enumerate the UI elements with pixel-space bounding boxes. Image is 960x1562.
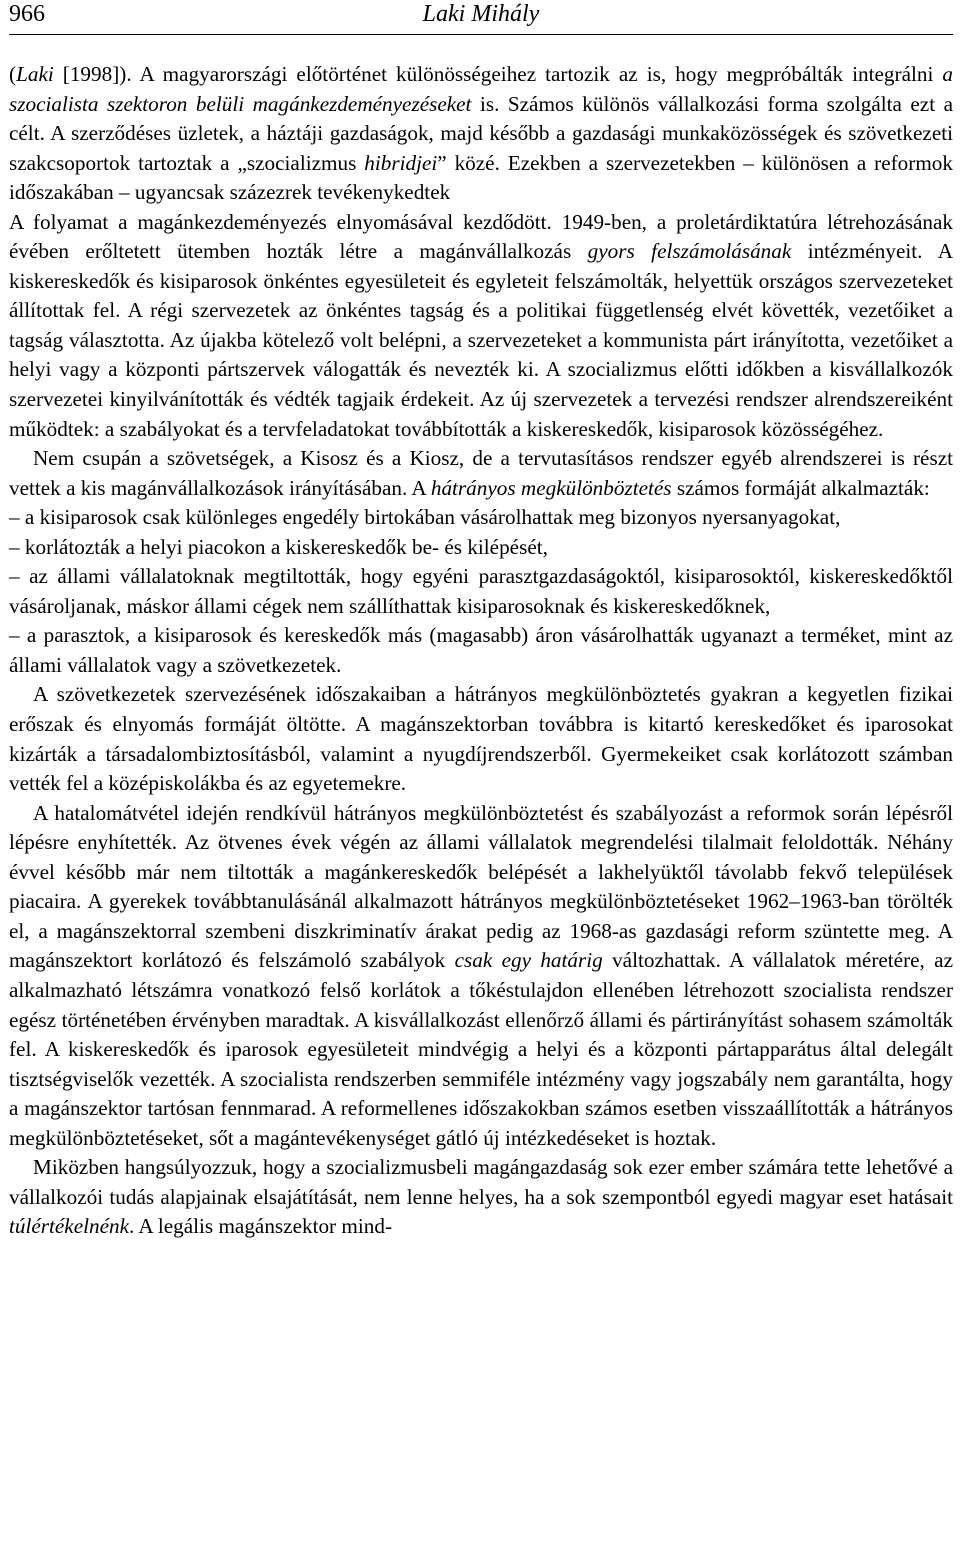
page-number: 966 [9,1,45,27]
paragraph [9,503,953,533]
text-run: – a kisiparosok csak különleges engedély birtokában vásárolhattak meg bizonyos nyersanyagokat, [9,505,841,530]
header-rule [9,34,953,35]
italic-text: Laki [16,62,54,86]
paragraph [9,533,953,563]
paragraph [9,621,953,680]
paragraph [9,444,953,503]
paragraph [9,799,953,1154]
paragraph [9,680,953,798]
paragraph [9,562,953,621]
text-run: Miközben hangsúlyozzuk, hogy a szocializmusbeli magángazdaság sok ezer ember számára tette lehetővé a vállalkozói tudás alapjainak elsajátítását, nem lenne helyes, ha a sok szempontból egyedi magyar eset hatásait [9,1155,953,1209]
page [9,0,953,1242]
text-run: . A legális magánszektor mind- [129,1214,393,1239]
text-run: – az állami vállalatoknak megtiltották, hogy egyéni parasztgazdaságoktól, kisiparosoktól, kiskereskedőktől vásároljanak, máskor állami cégek nem szállíthattak kisiparosoknak és kiskereskedőknek, [9,564,953,618]
italic-text: csak egy határig [454,948,603,973]
running-head: Laki Mihály [422,1,540,27]
text-run: változhattak. A vállalatok méretére, az alkalmazható létszámra vonatkozó felső korlátok a tőkéstulajdon ellenében létrehozott szocialista rendszer egész történetében érvényben maradtak. A kisvállalkozást ellenőrző állami és pártirányítást sohasem számolták fel. A kiskereskedők és iparosok egyesületeit mindvégig a helyi és a központi pártapparátus által delegált tisztségviselők vezették. A szocialista rendszerben semmiféle intézmény vagy jogszabály nem garantálta, hogy a magánszektor tartósan fennmarad. A reformellenes időszakokban számos esetben visszaállították a hátrányos megkülönböztetéseket, sőt a magántevékenységet gátló új intézkedéseket is hoztak. [9,948,953,1150]
text-run: Nem csupán a szövetségek, a Kisosz és a Kiosz, de a tervutasításos rendszer egyéb alrendszerei is részt vettek a kis magánvállalkozások irányításában. A [9,446,953,500]
body-text [9,60,953,1242]
italic-text: hátrányos megkülönböztetés [430,475,672,500]
paragraph [9,60,953,208]
text-run: A szövetkezetek szervezésének időszakaiban a hátrányos megkülönböztetés gyakran a kegyetlen fizikai erőszak és elnyomás formáját öltötte. A magánszektorban továbbra is kitartó kereskedőket és iparosokat kizárták a társadalombiztosításból, valamint a nyugdíjrendszerből. Gyermekeiket csak korlátozott számban vették fel a középiskolákba és az egyetemekre. [9,682,953,796]
text-run: ( [9,62,17,86]
paragraph [9,208,953,444]
page-header [9,0,953,36]
text-run: [1998]). A magyarországi előtörténet különösségeihez tartozik az is, hogy megpróbálták integrálni [53,62,943,86]
italic-text: hibridjei [364,150,438,175]
text-run: számos formáját alkalmazták: [671,475,930,500]
text-run: – a parasztok, a kisiparosok és kereskedők más (magasabb) áron vásárolhatták ugyanazt a terméket, mint az állami vállalatok vagy a szövetkezetek. [9,623,953,677]
text-run: – korlátozták a helyi piacokon a kiskereskedők be- és kilépését, [9,534,548,559]
text-run: A hatalomátvétel idején rendkívül hátrányos megkülönböztetést és szabályozást a reformok során lépésről lépésre enyhítették. Az ötvenes évek végén az állami vállalatok megrendelési tilalmait feloldották. Néhány évvel később már nem tiltották a magánkereskedők belépését a lakhelyüktől távolabb fekvő települések piacaira. A gyerekek továbbtanulásánál alkalmazott hátrányos megkülönböztetéseket 1962–1963-ban törölték el, a magánszektorral szembeni diszkriminatív árakat pedig az 1968-as gazdasági reform szüntette meg. A magánszektort korlátozó és felszámoló szabályok [9,800,953,973]
italic-text: a szocialista szektoron belüli magánkezdeményezéseket [9,62,953,116]
paragraph [9,1153,953,1242]
text-run: A folyamat a magánkezdeményezés elnyomásával kezdődött. 1949-ben, a proletárdiktatúra létrehozásának évében erőltetett ütemben hozták létre a magánvállalkozás [9,209,953,264]
italic-text: gyors felszámolásának [587,239,792,264]
italic-text: túlértékelnénk [9,1214,129,1239]
text-run: ” közé. Ezekben a szervezetekben – különösen a reformok időszakában – ugyancsak százezrek tevékenykedtek [9,150,953,205]
text-run: is. Számos különös vállalkozási forma szolgálta ezt a célt. A szerződéses üzletek, a háztáji gazdaságok, majd később a gazdasági munkaközösségek és szövetkezeti szakcsoportok tartoztak a „szocializmus [9,91,953,175]
text-run: intézményeit. A kiskereskedők és kisiparosok önkéntes egyesületeit és egyleteit felszámolták, helyettük országos szervezeteket állítottak fel. A régi szervezetek az önkéntes tagság és a politikai függetlenség elvét követték, vezetőiket a tagság választotta. Az újakba kötelező volt belépni, a szervezeteket a kommunista párt irányította, vezetőiket a helyi vagy a központi pártszervek válogatták és nevezték ki. A szocializmus előtti időkben a kisvállalkozók szervezetei kinyilvánították és védték tagjaik érdekeit. Az új szervezetek a tervezési rendszer alrendszereiként működtek: a szabályokat és a tervfeladatokat továbbították a kiskereskedők, kisiparosok közösségéhez. [9,239,953,441]
